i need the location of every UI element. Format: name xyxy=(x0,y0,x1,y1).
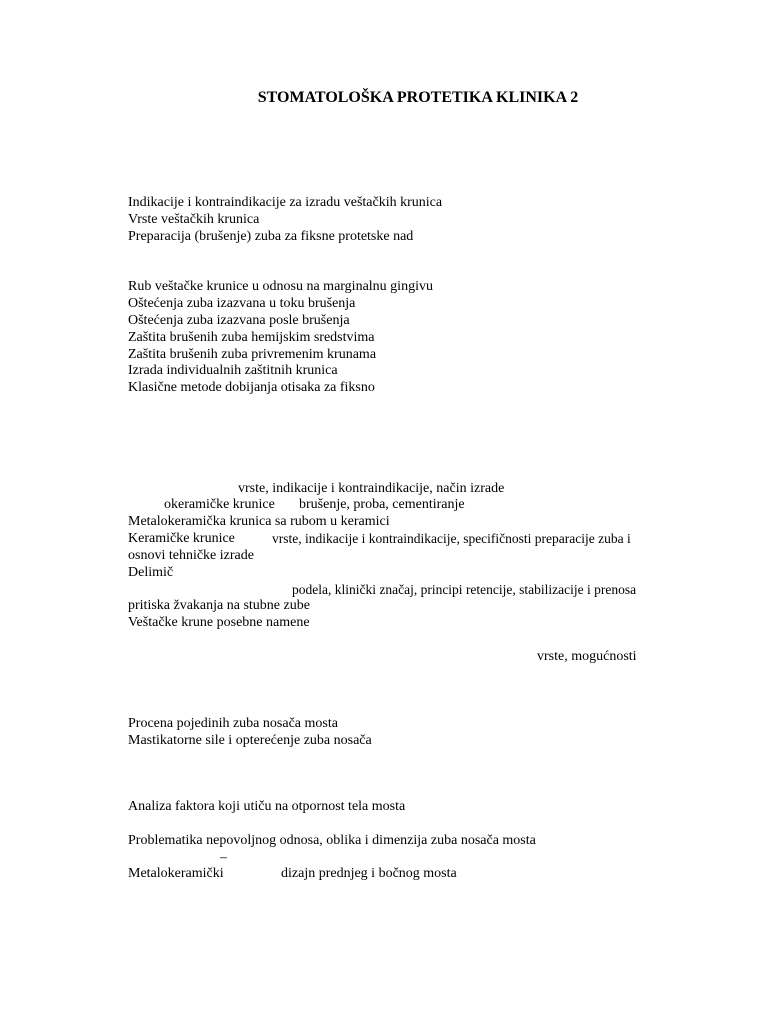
text-line: vrste, indikacije i kontraindikacije, način izrade xyxy=(238,481,505,496)
text-line: Procena pojedinih zuba nosača mosta xyxy=(128,716,338,731)
text-line: Zaštita brušenih zuba hemijskim sredstvima xyxy=(128,330,375,345)
text-line: Indikacije i kontraindikacije za izradu veštačkih krunica xyxy=(128,195,443,210)
document-title: STOMATOLOŠKA PROTETIKA KLINIKA 2 xyxy=(257,89,579,106)
text-line: okeramičke krunice xyxy=(164,497,275,512)
text-line: Zaštita brušenih zuba privremenim krunama xyxy=(128,347,377,362)
text-line: Mastikatorne sile i opterećenje zuba nosača xyxy=(128,733,372,748)
text-line: brušenje, proba, cementiranje xyxy=(299,497,465,512)
text-line: Oštećenja zuba izazvana u toku brušenja xyxy=(128,296,356,311)
text-line: osnovi tehničke izrade xyxy=(128,548,254,563)
text-line: Oštećenja zuba izazvana posle brušenja xyxy=(128,313,350,328)
text-line: Preparacija (brušenje) zuba za fiksne protetske nad xyxy=(128,229,414,244)
text-line: Metalokeramička krunica sa rubom u keramici xyxy=(128,514,390,529)
text-line: Izrada individualnih zaštitnih krunica xyxy=(128,363,338,378)
text-line: Veštačke krune posebne namene xyxy=(128,615,310,630)
text-line: Problematika nepovoljnog odnosa, oblika i dimenzija zuba nosača mosta xyxy=(128,833,536,848)
text-line: pritiska žvakanja na stubne zube xyxy=(128,598,310,613)
dash-mark: – xyxy=(220,850,227,865)
text-line: Delimič xyxy=(128,565,174,580)
text-line: Rub veštačke krunice u odnosu na marginalnu gingivu xyxy=(128,279,433,294)
text-line: Keramičke krunice xyxy=(128,531,235,546)
text-line: Analiza faktora koji utiču na otpornost tela mosta xyxy=(128,799,406,814)
text-line: Klasične metode dobijanja otisaka za fiksno xyxy=(128,380,375,395)
text-line: Metalokeramički xyxy=(128,866,224,881)
text-line: vrste, mogućnosti xyxy=(537,649,637,664)
text-line: dizajn prednjeg i bočnog mosta xyxy=(281,866,457,881)
text-line: Vrste veštačkih krunica xyxy=(128,212,260,227)
text-line: vrste, indikacije i kontraindikacije, specifičnosti preparacije zuba i xyxy=(272,531,631,546)
text-line: podela, klinički značaj, principi retencije, stabilizacije i prenosa xyxy=(292,582,637,597)
